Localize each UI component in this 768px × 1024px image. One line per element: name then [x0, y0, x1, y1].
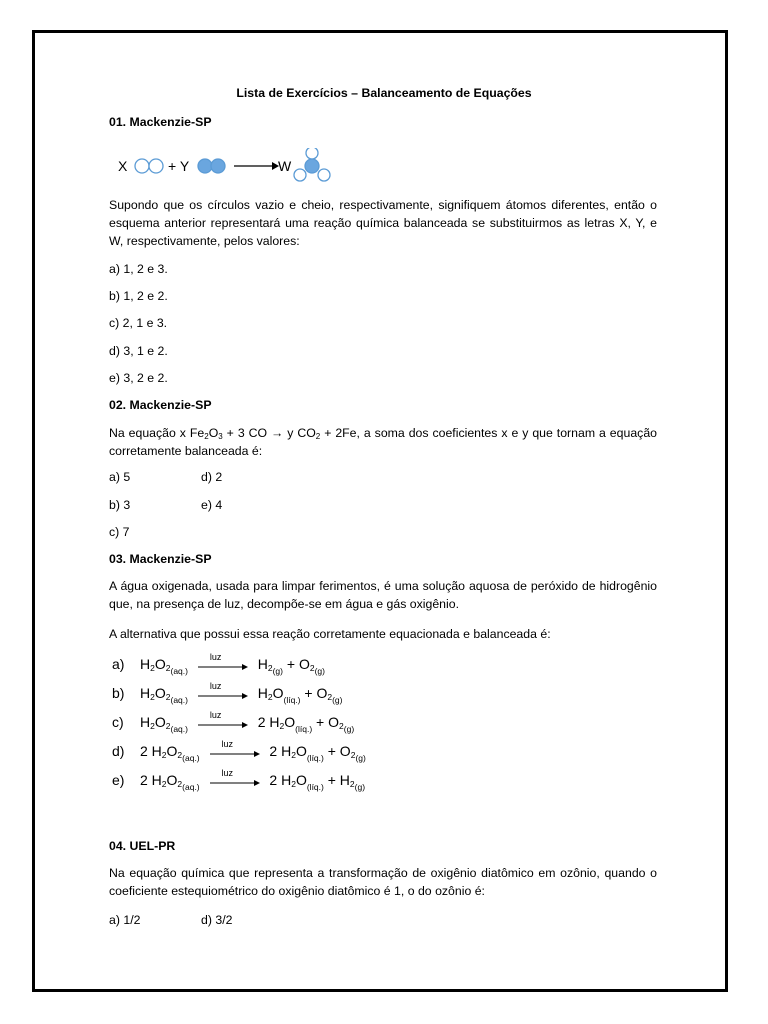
q1-option-a: a) 1, 2 e 3.	[109, 262, 168, 276]
q2-text: Na equação x $Fe_2O_3 + 3$ CO → y $CO_2 + 2Fe$, a soma dos coeficientes x e y que tornam a equação corretamente balanceada é:	[109, 426, 657, 458]
q2-option-a: a) 5	[109, 470, 131, 484]
q1-diagram-x: X	[118, 158, 128, 174]
page-title: Lista de Exercícios – Balanceamento de Equações	[236, 86, 532, 100]
q2-row-1	[109, 468, 657, 486]
q2-option-b: b) 3	[109, 498, 131, 512]
arrow-icon: luz	[198, 658, 248, 672]
q1-text: Supondo que os círculos vazio e cheio, respectivamente, signifiquem átomos diferentes, então o esquema anterior representará uma reação química balanceada se substituirmos as letras X, Y, e W, respectivamente, pelos valores:	[109, 198, 657, 248]
q4-row-1	[109, 911, 657, 929]
q3-heading: 03. Mackenzie-SP	[109, 552, 212, 566]
q1-option-d: d) 3, 1 e 2.	[109, 344, 168, 358]
q4-option-d: d) 3/2	[201, 913, 233, 927]
q2-option-c: c) 7	[109, 525, 130, 539]
q1-molecule-diagram	[112, 148, 337, 184]
q1-option-c: c) 2, 1 e 3.	[109, 316, 168, 330]
q3-equation-b: b) $H_2O_{2(aq.)}$ luz $H_2O_{(líq.)} + O_{2(g)}$	[112, 681, 343, 705]
q3-text-2: A alternativa que possui essa reação corretamente equacionada e balanceada é:	[109, 627, 551, 641]
q3-text-1: A água oxigenada, usada para limpar ferimentos, é uma solução aquosa de peróxido de hidrogênio que, na presença de luz, decompõe-se em água e gás oxigênio.	[109, 579, 657, 611]
q4-option-a: a) 1/2	[109, 913, 141, 927]
q2-row-2	[109, 496, 657, 514]
q2-option-d: d) 2	[201, 470, 223, 484]
arrow-icon: luz	[210, 774, 260, 788]
q2-option-e: e) 4	[201, 498, 223, 512]
q3-equation-d: d) 2 $H_2O_{2(aq.)}$ luz 2 $H_2O_{(líq.)} + O_{2(g)}$	[112, 739, 366, 763]
q1-option-b: b) 1, 2 e 2.	[109, 289, 168, 303]
q1-heading: 01. Mackenzie-SP	[109, 115, 212, 129]
arrow-icon: luz	[198, 687, 248, 701]
q3-equation-e: e) 2 $H_2O_{2(aq.)}$ luz 2 $H_2O_{(líq.)} + H_{2(g)}$	[112, 768, 366, 792]
q1-diagram-w: W	[278, 158, 292, 174]
q1-option-e: e) 3, 2 e 2.	[109, 371, 168, 385]
q2-heading: 02. Mackenzie-SP	[109, 398, 212, 412]
arrow-icon: luz	[198, 716, 248, 730]
arrow-icon: luz	[210, 745, 260, 759]
q4-text: Na equação química que representa a transformação de oxigênio diatômico em ozônio, quando o coeficiente estequiométrico do oxigênio diatômico é 1, o do ozônio é:	[109, 866, 657, 898]
q4-heading: 04. UEL-PR	[109, 839, 176, 853]
q1-diagram-plus-y: + Y	[168, 158, 190, 174]
q3-equation-a: a) $H_2O_{2(aq.)}$ luz $H_{2(g)} + O_{2(g)}$	[112, 652, 325, 676]
q3-equation-c: c) $H_2O_{2(aq.)}$ luz 2 $H_2O_{(líq.)} + O_{2(g)}$	[112, 710, 355, 734]
